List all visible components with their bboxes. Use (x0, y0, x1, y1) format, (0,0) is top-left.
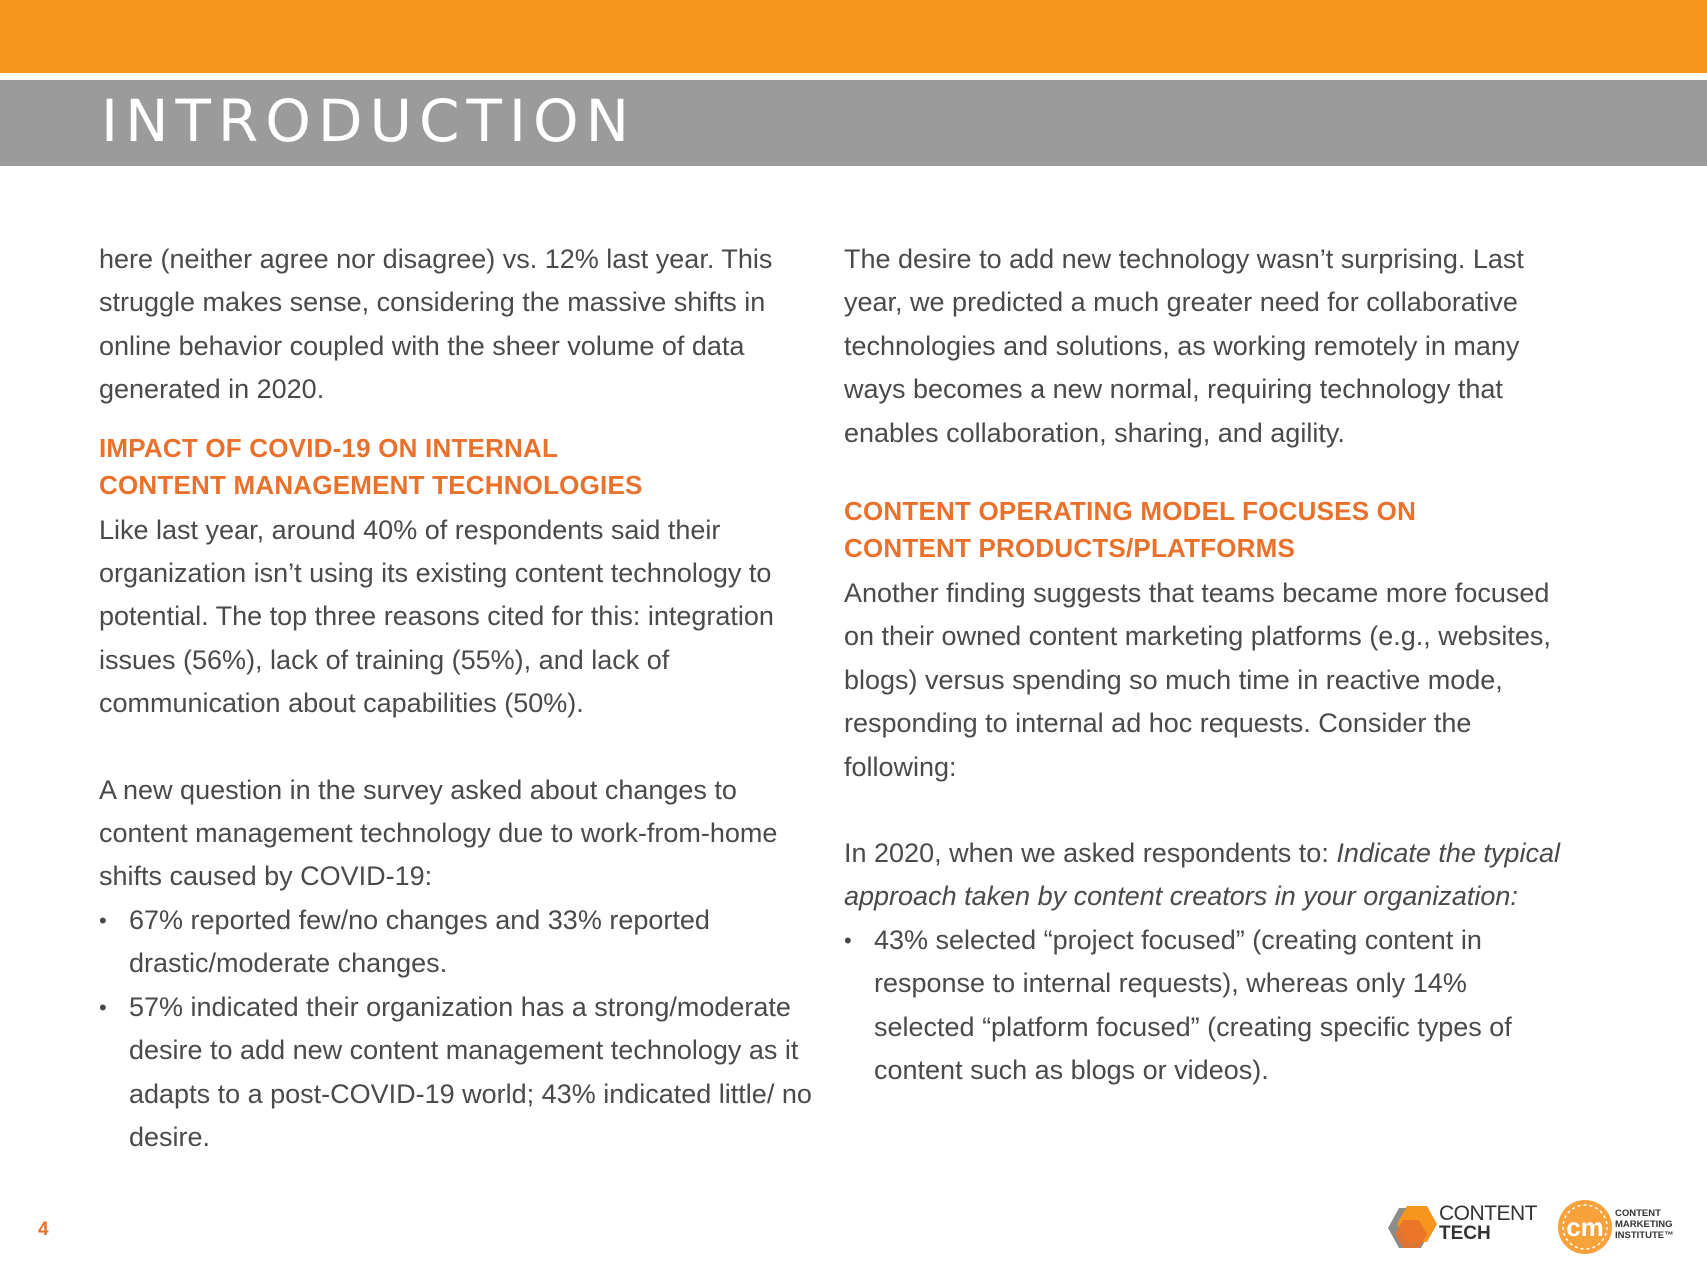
page-number: 4 (38, 1219, 49, 1240)
paragraph-gap (844, 789, 1564, 832)
paragraph-gap (99, 726, 814, 769)
list-item (99, 986, 814, 1160)
cmi-logo-text (1615, 1208, 1674, 1241)
left-bullet-list (99, 899, 814, 1159)
content-tech-logo (1387, 1202, 1537, 1254)
cmi-badge-text: cm (1566, 1212, 1604, 1242)
list-item-text: 57% indicated their organization has a strong/moderate desire to add new content management technology as it adapts to a post-COVID-19 world; 43% indicated little/ no desire. (129, 991, 812, 1152)
list-item (844, 919, 1564, 1093)
top-accent-bar (0, 0, 1707, 73)
right-intro-paragraph: The desire to add new technology wasn’t surprising. Last year, we predicted a much greater need for collaborative technologies and solutions, as working remotely in many ways becomes a new normal, requiring technology that enables collaboration, sharing, and agility. (844, 244, 1524, 448)
left-paragraph-2: A new question in the survey asked about changes to content management technology due to work-from-home shifts caused by COVID-19: (99, 774, 778, 892)
right-paragraph-2-lead: In 2020, when we asked respondents to: (844, 838, 1337, 869)
right-section-heading (844, 493, 1564, 567)
right-paragraph-2 (844, 832, 1564, 919)
hexagon-logo-icon (1387, 1202, 1439, 1254)
bullet-icon: • (99, 994, 107, 1020)
list-item (99, 899, 814, 986)
cmi-logo-line3: INSTITUTE™ (1615, 1230, 1674, 1241)
bullet-icon: • (844, 927, 852, 953)
title-band (0, 80, 1707, 166)
list-item-text: 43% selected “project focused” (creating content in response to internal requests), whereas only 14% selected “platform focused” (creating specific types of content such as blogs or videos). (874, 924, 1512, 1086)
left-paragraph-1: Like last year, around 40% of respondents said their organization isn’t using its existing content technology to potential. The top three reasons cited for this: integration issues (56%), lack of training (55%), and lack of communication about capabilities (50%). (99, 514, 774, 719)
content-tech-logo-line2: TECH (1439, 1223, 1491, 1244)
cmi-logo (1557, 1196, 1687, 1258)
right-paragraph-2-italic: Indicate the typical approach taken by content creators in your organization: (844, 838, 1560, 912)
left-heading-line1: IMPACT OF COVID-19 ON INTERNAL (99, 432, 559, 463)
right-paragraph-1: Another finding suggests that teams became more focused on their owned content marketing platforms (e.g., websites, blogs) versus spending so much time in reactive mode, responding to internal ad hoc requests. Consider the following: (844, 578, 1551, 782)
left-column (99, 238, 814, 1159)
list-item-text: 67% reported few/no changes and 33% reported drastic/moderate changes. (129, 904, 710, 979)
left-heading-line2: CONTENT MANAGEMENT TECHNOLOGIES (99, 469, 643, 500)
bullet-icon: • (99, 907, 107, 933)
cmi-logo-line1: CONTENT (1615, 1208, 1661, 1219)
cmi-logo-line2: MARKETING (1615, 1219, 1673, 1230)
cmi-badge-icon (1557, 1196, 1613, 1258)
left-section-heading (99, 430, 814, 504)
page-title: INTRODUCTION (101, 87, 637, 155)
right-column (844, 238, 1564, 1093)
right-bullet-list (844, 919, 1564, 1093)
right-heading-line2: CONTENT PRODUCTS/PLATFORMS (844, 533, 1296, 564)
right-heading-line1: CONTENT OPERATING MODEL FOCUSES ON (844, 496, 1417, 527)
left-intro-paragraph: here (neither agree nor disagree) vs. 12% last year. This struggle makes sense, considering the massive shifts in online behavior coupled with the sheer volume of data generated in 2020. (99, 244, 773, 405)
content-tech-logo-line1: CONTENT (1439, 1202, 1537, 1225)
